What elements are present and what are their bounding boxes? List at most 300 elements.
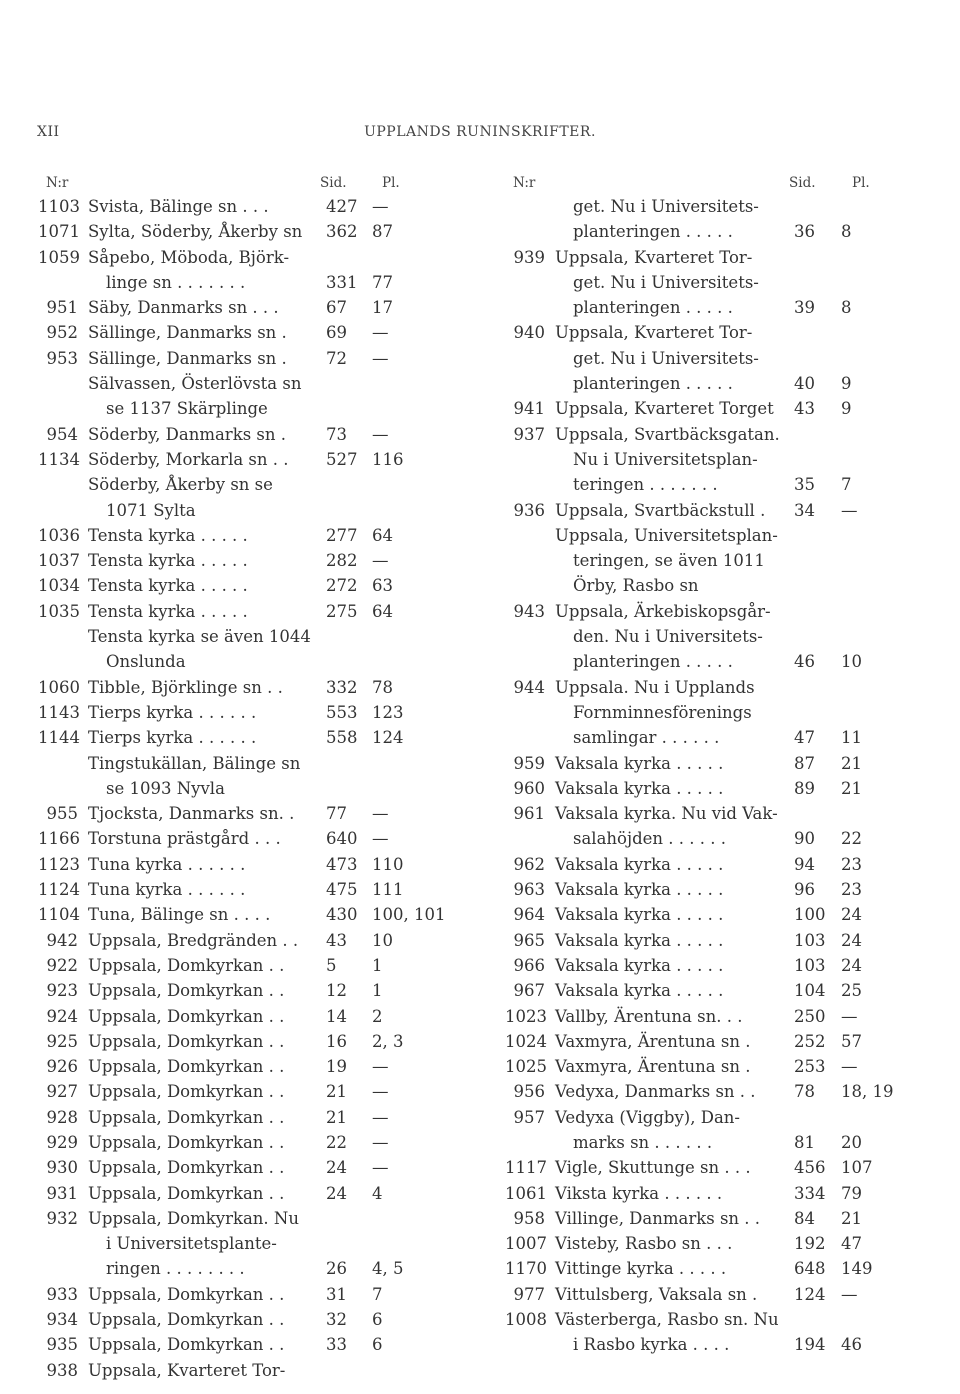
index-entry bbox=[38, 298, 438, 323]
entry-name: Säby, Danmarks sn . . . bbox=[88, 298, 279, 318]
index-entry bbox=[505, 1158, 920, 1183]
entry-page: 100 bbox=[794, 905, 826, 925]
entry-plate: 6 bbox=[372, 1310, 383, 1330]
entry-plate: 63 bbox=[372, 576, 393, 596]
index-entry bbox=[505, 425, 920, 450]
entry-name: Vallby, Ärentuna sn. . . bbox=[555, 1006, 743, 1026]
entry-name: Uppsala, Domkyrkan . . bbox=[88, 955, 285, 975]
entry-name: Uppsala, Ärkebiskopsgår- bbox=[555, 601, 771, 621]
index-entry bbox=[38, 981, 438, 1006]
entry-name: Uppsala, Kvarteret Tor- bbox=[88, 1360, 286, 1380]
entry-name: se 1137 Skärplinge bbox=[106, 399, 268, 419]
entry-page: 648 bbox=[794, 1259, 826, 1279]
index-entry bbox=[38, 501, 438, 526]
entry-plate: 24 bbox=[841, 905, 862, 925]
index-entry bbox=[38, 1234, 438, 1259]
entry-number: 967 bbox=[513, 981, 545, 1001]
entry-name: Vaksala kyrka. Nu vid Vak- bbox=[555, 804, 778, 824]
entry-name: Såpebo, Möboda, Björk- bbox=[88, 247, 290, 267]
index-entry bbox=[505, 501, 920, 526]
entry-name: Uppsala. Nu i Upplands bbox=[555, 677, 755, 697]
entry-plate: — bbox=[372, 804, 389, 824]
entry-name: Uppsala, Domkyrkan . . bbox=[88, 1284, 285, 1304]
entry-name: den. Nu i Universitets- bbox=[573, 627, 763, 647]
entry-number: 1123 bbox=[38, 854, 80, 874]
nr-heading: N:r bbox=[46, 175, 69, 191]
entry-number: 958 bbox=[513, 1208, 545, 1228]
entry-number: 944 bbox=[513, 677, 545, 697]
entry-name: Viksta kyrka . . . . . . bbox=[555, 1183, 723, 1203]
entry-plate: 8 bbox=[841, 222, 852, 242]
index-entry bbox=[505, 754, 920, 779]
entry-plate: 20 bbox=[841, 1132, 862, 1152]
entry-name: planteringen . . . . . bbox=[573, 222, 733, 242]
entry-name: Uppsala, Domkyrkan . . bbox=[88, 1183, 285, 1203]
entry-name: Vaksala kyrka . . . . . bbox=[555, 905, 724, 925]
entry-number: 1144 bbox=[38, 728, 80, 748]
entry-name: Nu i Universitetsplan- bbox=[573, 449, 758, 469]
index-column-right bbox=[505, 175, 920, 1361]
entry-page: 475 bbox=[326, 880, 358, 900]
entry-page: 96 bbox=[794, 880, 815, 900]
entry-page: 275 bbox=[326, 601, 358, 621]
index-entry bbox=[38, 1057, 438, 1082]
entry-name: Vaksala kyrka . . . . . bbox=[555, 930, 724, 950]
index-entry bbox=[38, 779, 438, 804]
entry-page: 47 bbox=[794, 728, 815, 748]
entry-number: 1037 bbox=[38, 551, 80, 571]
entry-page: 81 bbox=[794, 1132, 815, 1152]
entry-name: Vedyxa (Viggby), Dan- bbox=[555, 1107, 740, 1127]
entry-number: 957 bbox=[513, 1107, 545, 1127]
entry-plate: 18, 19 bbox=[841, 1082, 894, 1102]
entry-plate: 9 bbox=[841, 374, 852, 394]
index-entry bbox=[505, 1259, 920, 1284]
entry-plate: 9 bbox=[841, 399, 852, 419]
entry-page: 430 bbox=[326, 905, 358, 925]
entry-number: 956 bbox=[513, 1082, 545, 1102]
index-entry bbox=[38, 956, 438, 981]
index-entry bbox=[505, 475, 920, 500]
entry-page: 253 bbox=[794, 1057, 826, 1077]
entry-number: 927 bbox=[46, 1082, 78, 1102]
entry-page: 36 bbox=[794, 222, 815, 242]
index-entry bbox=[505, 931, 920, 956]
entry-page: 103 bbox=[794, 955, 826, 975]
index-entry bbox=[38, 450, 438, 475]
index-entry bbox=[505, 1209, 920, 1234]
index-entry bbox=[505, 1285, 920, 1310]
entry-number: 1143 bbox=[38, 702, 80, 722]
entry-name: Uppsala, Domkyrkan. Nu bbox=[88, 1208, 299, 1228]
entry-plate: — bbox=[372, 829, 389, 849]
entry-plate: 8 bbox=[841, 298, 852, 318]
entry-page: 332 bbox=[326, 677, 358, 697]
index-entry bbox=[505, 703, 920, 728]
entry-number: 977 bbox=[513, 1284, 545, 1304]
entry-page: 456 bbox=[794, 1158, 826, 1178]
entry-number: 1035 bbox=[38, 601, 80, 621]
entry-name: get. Nu i Universitets- bbox=[573, 348, 759, 368]
entry-plate: — bbox=[372, 323, 389, 343]
index-entry bbox=[38, 399, 438, 424]
entry-number: 933 bbox=[46, 1284, 78, 1304]
entry-page: 12 bbox=[326, 981, 347, 1001]
entry-page: 250 bbox=[794, 1006, 826, 1026]
entry-name: Västerberga, Rasbo sn. Nu bbox=[555, 1310, 779, 1330]
entry-page: 46 bbox=[794, 652, 815, 672]
entry-number: 937 bbox=[513, 424, 545, 444]
entry-number: 922 bbox=[46, 955, 78, 975]
index-entry bbox=[38, 248, 438, 273]
entry-page: 31 bbox=[326, 1284, 347, 1304]
entry-page: 14 bbox=[326, 1006, 347, 1026]
index-entry bbox=[505, 576, 920, 601]
entry-page: 272 bbox=[326, 576, 358, 596]
entry-page: 277 bbox=[326, 525, 358, 545]
entry-name: Tuna kyrka . . . . . . bbox=[88, 854, 246, 874]
entry-page: 21 bbox=[326, 1107, 347, 1127]
entry-number: 959 bbox=[513, 753, 545, 773]
entry-name: Tensta kyrka . . . . . bbox=[88, 601, 248, 621]
entry-number: 1060 bbox=[38, 677, 80, 697]
entry-number: 960 bbox=[513, 778, 545, 798]
entry-plate: 78 bbox=[372, 677, 393, 697]
index-entry bbox=[505, 450, 920, 475]
entry-page: 24 bbox=[326, 1158, 347, 1178]
entry-name: Uppsala, Domkyrkan . . bbox=[88, 1107, 285, 1127]
entry-name: Svista, Bälinge sn . . . bbox=[88, 197, 269, 216]
index-entry bbox=[38, 678, 438, 703]
index-entry bbox=[38, 1209, 438, 1234]
entry-plate: — bbox=[841, 500, 858, 520]
entry-number: 938 bbox=[46, 1360, 78, 1380]
index-entry bbox=[505, 1057, 920, 1082]
index-entry bbox=[38, 526, 438, 551]
entry-plate: — bbox=[841, 1284, 858, 1304]
entry-plate: 21 bbox=[841, 1208, 862, 1228]
entry-page: 21 bbox=[326, 1082, 347, 1102]
entry-plate: 25 bbox=[841, 981, 862, 1001]
entry-name: planteringen . . . . . bbox=[573, 374, 733, 394]
index-entry bbox=[505, 678, 920, 703]
entry-plate: 79 bbox=[841, 1183, 862, 1203]
entry-plate: 1 bbox=[372, 981, 383, 1001]
entry-page: 527 bbox=[326, 449, 358, 469]
entry-name: Vaxmyra, Ärentuna sn . bbox=[555, 1031, 751, 1051]
index-entry bbox=[505, 374, 920, 399]
entry-list bbox=[505, 197, 920, 1361]
entry-page: 89 bbox=[794, 778, 815, 798]
entry-name: Uppsala, Universitetsplan- bbox=[555, 525, 778, 545]
entry-list bbox=[38, 197, 446, 1386]
entry-plate: 22 bbox=[841, 829, 862, 849]
entry-name: Uppsala, Kvarteret Torget bbox=[555, 399, 774, 419]
entry-name: samlingar . . . . . . bbox=[573, 728, 720, 748]
entry-page: 39 bbox=[794, 298, 815, 318]
entry-page: 331 bbox=[326, 272, 358, 292]
entry-number: 963 bbox=[513, 880, 545, 900]
entry-number: 951 bbox=[46, 298, 78, 318]
entry-number: 926 bbox=[46, 1057, 78, 1077]
entry-number: 1061 bbox=[505, 1183, 547, 1203]
index-entry bbox=[38, 1082, 438, 1107]
entry-plate: 4, 5 bbox=[372, 1259, 404, 1279]
entry-plate: 6 bbox=[372, 1335, 383, 1355]
entry-plate: — bbox=[372, 1107, 389, 1127]
entry-name: Tensta kyrka . . . . . bbox=[88, 551, 248, 571]
entry-plate: 4 bbox=[372, 1183, 383, 1203]
index-entry bbox=[505, 1335, 920, 1360]
entry-name: teringen, se även 1011 bbox=[573, 551, 765, 571]
entry-name: Uppsala, Domkyrkan . . bbox=[88, 1310, 285, 1330]
entry-number: 1134 bbox=[38, 449, 80, 469]
entry-name: Vaksala kyrka . . . . . bbox=[555, 955, 724, 975]
entry-name: Vaksala kyrka . . . . . bbox=[555, 981, 724, 1001]
entry-number: 1023 bbox=[505, 1006, 547, 1026]
entry-name: marks sn . . . . . . bbox=[573, 1132, 713, 1152]
entry-number: 1170 bbox=[505, 1259, 547, 1279]
entry-plate: — bbox=[372, 424, 389, 444]
entry-plate: — bbox=[372, 1158, 389, 1178]
entry-plate: 116 bbox=[372, 449, 404, 469]
entry-number: 935 bbox=[46, 1335, 78, 1355]
index-entry bbox=[38, 905, 446, 930]
index-entry bbox=[505, 804, 920, 829]
index-entry bbox=[38, 1259, 438, 1284]
entry-name: Uppsala, Kvarteret Tor- bbox=[555, 323, 753, 343]
entry-name: Sällinge, Danmarks sn . bbox=[88, 348, 287, 368]
entry-page: 553 bbox=[326, 702, 358, 722]
entry-name: Vaksala kyrka . . . . . bbox=[555, 778, 724, 798]
entry-name: Vaksala kyrka . . . . . bbox=[555, 753, 724, 773]
index-entry bbox=[38, 1032, 438, 1057]
entry-number: 941 bbox=[513, 399, 545, 419]
entry-plate: — bbox=[372, 197, 389, 216]
entry-number: 1103 bbox=[38, 197, 80, 216]
entry-number: 1036 bbox=[38, 525, 80, 545]
entry-page: 90 bbox=[794, 829, 815, 849]
entry-number: 923 bbox=[46, 981, 78, 1001]
entry-page: 32 bbox=[326, 1310, 347, 1330]
entry-page: 84 bbox=[794, 1208, 815, 1228]
entry-plate: — bbox=[841, 1057, 858, 1077]
entry-name: Vittinge kyrka . . . . . bbox=[555, 1259, 727, 1279]
entry-page: 19 bbox=[326, 1057, 347, 1077]
entry-name: Sällinge, Danmarks sn . bbox=[88, 323, 287, 343]
index-entry bbox=[505, 1082, 920, 1107]
entry-name: Uppsala, Domkyrkan . . bbox=[88, 1158, 285, 1178]
index-entry bbox=[38, 880, 438, 905]
entry-name: Fornminnesförenings bbox=[573, 702, 752, 722]
entry-name: Tingstukällan, Bälinge sn bbox=[88, 753, 301, 773]
index-entry bbox=[505, 399, 920, 424]
entry-name: Uppsala, Domkyrkan . . bbox=[88, 1082, 285, 1102]
index-entry bbox=[38, 197, 438, 222]
entry-name: Tierps kyrka . . . . . . bbox=[88, 728, 257, 748]
index-entry bbox=[505, 652, 920, 677]
entry-number: 1024 bbox=[505, 1031, 547, 1051]
entry-number: 934 bbox=[46, 1310, 78, 1330]
entry-name: ringen . . . . . . . . bbox=[106, 1259, 245, 1279]
index-entry bbox=[38, 829, 438, 854]
entry-page: 43 bbox=[326, 930, 347, 950]
entry-name: Uppsala, Domkyrkan . . bbox=[88, 1057, 285, 1077]
entry-number: 1117 bbox=[505, 1158, 547, 1178]
index-entry bbox=[38, 425, 438, 450]
index-entry bbox=[505, 728, 920, 753]
entry-page: 43 bbox=[794, 399, 815, 419]
entry-name: Uppsala, Domkyrkan . . bbox=[88, 1031, 285, 1051]
column-header bbox=[505, 175, 920, 197]
entry-plate: 2, 3 bbox=[372, 1031, 404, 1051]
entry-name: planteringen . . . . . bbox=[573, 298, 733, 318]
index-entry bbox=[505, 197, 920, 222]
entry-plate: — bbox=[372, 1082, 389, 1102]
entry-plate: 111 bbox=[372, 880, 404, 900]
entry-number: 953 bbox=[46, 348, 78, 368]
entry-number: 1104 bbox=[38, 905, 80, 925]
index-column-left bbox=[38, 175, 446, 1386]
entry-name: Tensta kyrka . . . . . bbox=[88, 576, 248, 596]
entry-page: 78 bbox=[794, 1082, 815, 1102]
entry-name: Vedyxa, Danmarks sn . . bbox=[555, 1082, 756, 1102]
entry-name: Uppsala, Domkyrkan . . bbox=[88, 1335, 285, 1355]
index-entry bbox=[505, 602, 920, 627]
entry-number: 924 bbox=[46, 1006, 78, 1026]
entry-number: 1034 bbox=[38, 576, 80, 596]
entry-number: 964 bbox=[513, 905, 545, 925]
index-entry bbox=[505, 855, 920, 880]
pl-heading: Pl. bbox=[382, 175, 400, 191]
index-entry bbox=[505, 905, 920, 930]
index-entry bbox=[505, 880, 920, 905]
entry-plate: 7 bbox=[372, 1284, 383, 1304]
entry-number: 943 bbox=[513, 601, 545, 621]
index-entry bbox=[505, 273, 920, 298]
entry-page: 282 bbox=[326, 551, 358, 571]
entry-name: teringen . . . . . . . bbox=[573, 475, 718, 495]
entry-number: 942 bbox=[46, 930, 78, 950]
entry-page: 72 bbox=[326, 348, 347, 368]
entry-plate: 124 bbox=[372, 728, 404, 748]
entry-page: 94 bbox=[794, 854, 815, 874]
entry-plate: 64 bbox=[372, 525, 393, 545]
index-entry bbox=[38, 652, 438, 677]
entry-page: 362 bbox=[326, 222, 358, 242]
entry-name: planteringen . . . . . bbox=[573, 652, 733, 672]
entry-name: Tensta kyrka se även 1044 bbox=[88, 627, 311, 647]
entry-plate: 123 bbox=[372, 702, 404, 722]
index-entry bbox=[38, 1007, 438, 1032]
entry-name: Uppsala, Svartbäcksgatan. bbox=[555, 424, 780, 444]
entry-page: 73 bbox=[326, 424, 347, 444]
index-entry bbox=[505, 298, 920, 323]
entry-number: 931 bbox=[46, 1183, 78, 1203]
entry-name: Torstuna prästgård . . . bbox=[88, 829, 281, 849]
index-entry bbox=[38, 1361, 438, 1386]
entry-plate: 100, 101 bbox=[372, 905, 446, 925]
entry-number: 954 bbox=[46, 424, 78, 444]
index-entry bbox=[505, 1310, 920, 1335]
entry-name: Tuna kyrka . . . . . . bbox=[88, 880, 246, 900]
index-entry bbox=[505, 956, 920, 981]
index-entry bbox=[505, 551, 920, 576]
index-entry bbox=[505, 1234, 920, 1259]
entry-number: 962 bbox=[513, 854, 545, 874]
entry-number: 965 bbox=[513, 930, 545, 950]
index-entry bbox=[505, 349, 920, 374]
index-entry bbox=[505, 1108, 920, 1133]
entry-plate: 11 bbox=[841, 728, 862, 748]
index-entry bbox=[505, 1133, 920, 1158]
nr-heading: N:r bbox=[513, 175, 536, 191]
entry-plate: — bbox=[372, 348, 389, 368]
entry-number: 1059 bbox=[38, 247, 80, 267]
index-entry bbox=[38, 627, 438, 652]
entry-page: 194 bbox=[794, 1335, 826, 1355]
sid-heading: Sid. bbox=[789, 175, 816, 191]
entry-name: Tierps kyrka . . . . . . bbox=[88, 702, 257, 722]
index-entry bbox=[38, 1108, 438, 1133]
entry-number: 966 bbox=[513, 955, 545, 975]
entry-name: Vaksala kyrka . . . . . bbox=[555, 854, 724, 874]
entry-plate: 10 bbox=[841, 652, 862, 672]
entry-plate: 10 bbox=[372, 930, 393, 950]
index-entry bbox=[505, 779, 920, 804]
entry-number: 1166 bbox=[38, 829, 80, 849]
entry-plate: 23 bbox=[841, 854, 862, 874]
entry-page: 104 bbox=[794, 981, 826, 1001]
entry-page: 69 bbox=[326, 323, 347, 343]
entry-plate: — bbox=[372, 1132, 389, 1152]
entry-name: get. Nu i Universitets- bbox=[573, 197, 759, 216]
entry-page: 124 bbox=[794, 1284, 826, 1304]
index-entry bbox=[505, 222, 920, 247]
entry-number: 936 bbox=[513, 500, 545, 520]
entry-page: 87 bbox=[794, 753, 815, 773]
running-title: UPPLANDS RUNINSKRIFTER. bbox=[364, 124, 596, 140]
index-entry bbox=[38, 804, 438, 829]
entry-plate: 64 bbox=[372, 601, 393, 621]
entry-name: Uppsala, Domkyrkan . . bbox=[88, 1132, 285, 1152]
entry-page: 16 bbox=[326, 1031, 347, 1051]
entry-name: Vittulsberg, Vaksala sn . bbox=[555, 1284, 758, 1304]
entry-page: 558 bbox=[326, 728, 358, 748]
entry-page: 334 bbox=[794, 1183, 826, 1203]
index-entry bbox=[38, 323, 438, 348]
entry-name: i Universitetsplante- bbox=[106, 1234, 277, 1254]
entry-name: Villinge, Danmarks sn . . bbox=[555, 1208, 761, 1228]
entry-name: Onslunda bbox=[106, 652, 186, 672]
index-entry bbox=[38, 222, 438, 247]
entry-name: get. Nu i Universitets- bbox=[573, 272, 759, 292]
entry-page: 640 bbox=[326, 829, 358, 849]
entry-name: Vaksala kyrka . . . . . bbox=[555, 880, 724, 900]
entry-name: linge sn . . . . . . . bbox=[106, 272, 246, 292]
index-entry bbox=[38, 374, 438, 399]
entry-name: Uppsala, Kvarteret Tor- bbox=[555, 247, 753, 267]
entry-name: se 1093 Nyvla bbox=[106, 778, 225, 798]
entry-plate: 47 bbox=[841, 1234, 862, 1254]
entry-plate: 2 bbox=[372, 1006, 383, 1026]
entry-name: Söderby, Danmarks sn . bbox=[88, 424, 286, 444]
index-entry bbox=[38, 602, 438, 627]
entry-number: 1124 bbox=[38, 880, 80, 900]
entry-plate: 57 bbox=[841, 1031, 862, 1051]
index-entry bbox=[505, 248, 920, 273]
entry-page: 35 bbox=[794, 475, 815, 495]
